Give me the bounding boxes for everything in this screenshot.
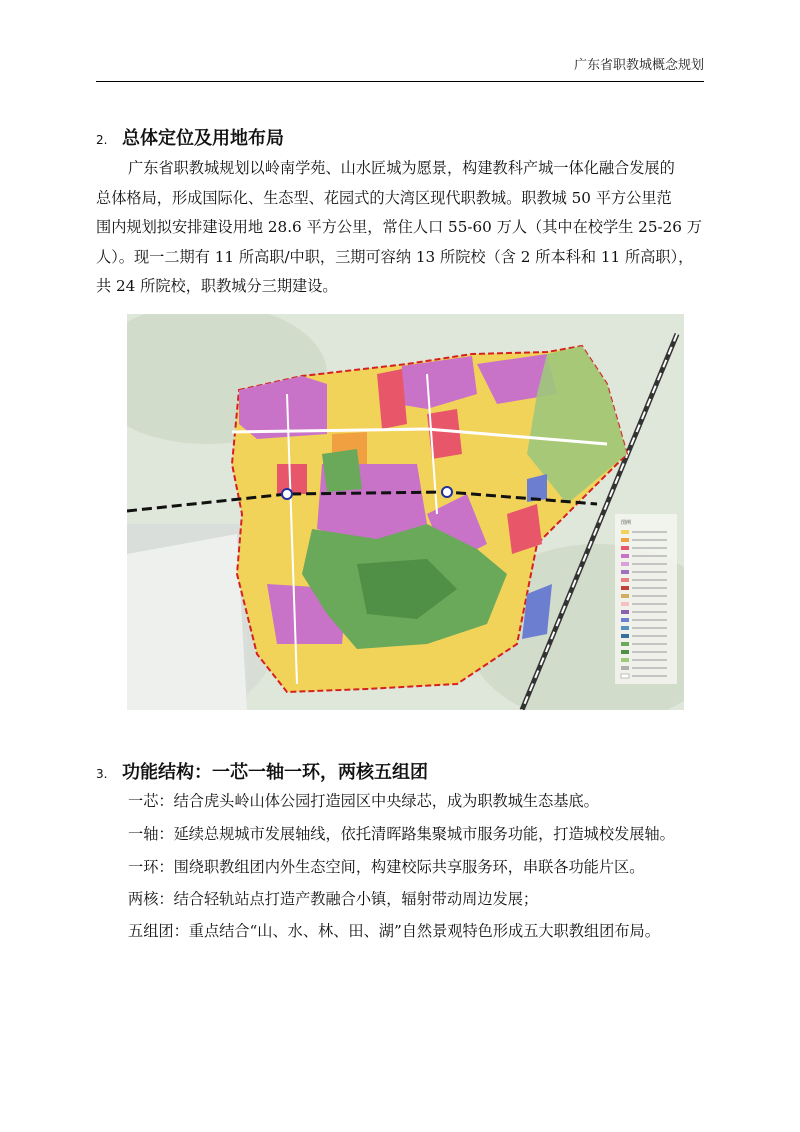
function-item-core: 一芯：结合虎头岭山体公园打造园区中央绿芯，成为职教城生态基底。	[128, 792, 599, 810]
legend-title: 图例	[621, 520, 632, 526]
paragraph-line: 总体格局，形成国际化、生态型、花园式的大湾区现代职教城。职教城 50 平方公里范	[96, 188, 672, 207]
function-item-axis: 一轴：延续总规城市发展轴线，依托清晖路集聚城市服务功能，打造城校发展轴。	[128, 825, 675, 843]
running-header: 广东省职教城概念规划	[573, 58, 704, 73]
paragraph-line: 人）。现一二期有 11 所高职/中职，三期可容纳 13 所院校（含 2 所本科和 11 所高职），	[96, 247, 694, 266]
section-2-title: 总体定位及用地布局	[122, 128, 284, 149]
header-rule	[96, 81, 704, 82]
map-legend	[615, 514, 677, 684]
paragraph-line: 广东省职教城规划以岭南学苑、山水匠城为愿景，构建教科产城一体化融合发展的	[128, 159, 675, 177]
rail-station-marker	[442, 487, 452, 497]
section-2-heading	[96, 124, 284, 150]
section-3-title: 功能结构：一芯一轴一环，两核五组团	[122, 762, 428, 783]
section-3-heading	[96, 758, 428, 784]
paragraph-line: 围内规划拟安排建设用地 28.6 平方公里，常住人口 55-60 万人（其中在校学生 25-26 万	[96, 218, 702, 236]
section-2-paragraph	[96, 154, 708, 302]
section-3-number: 3.	[96, 767, 108, 781]
function-item-two-cores: 两核：结合轻轨站点打造产教融合小镇，辐射带动周边发展；	[128, 890, 539, 908]
section-2-number: 2.	[96, 133, 108, 147]
rail-station-marker	[282, 489, 292, 499]
function-item-five-clusters: 五组团：重点结合“山、水、林、田、湖”自然景观特色形成五大职教组团布局。	[128, 922, 660, 940]
function-item-ring: 一环：围绕职教组团内外生态空间，构建校际共享服务环，串联各功能片区。	[128, 858, 645, 876]
paragraph-line: 共 24 所院校，职教城分三期建设。	[96, 277, 338, 295]
land-use-map	[127, 314, 684, 710]
